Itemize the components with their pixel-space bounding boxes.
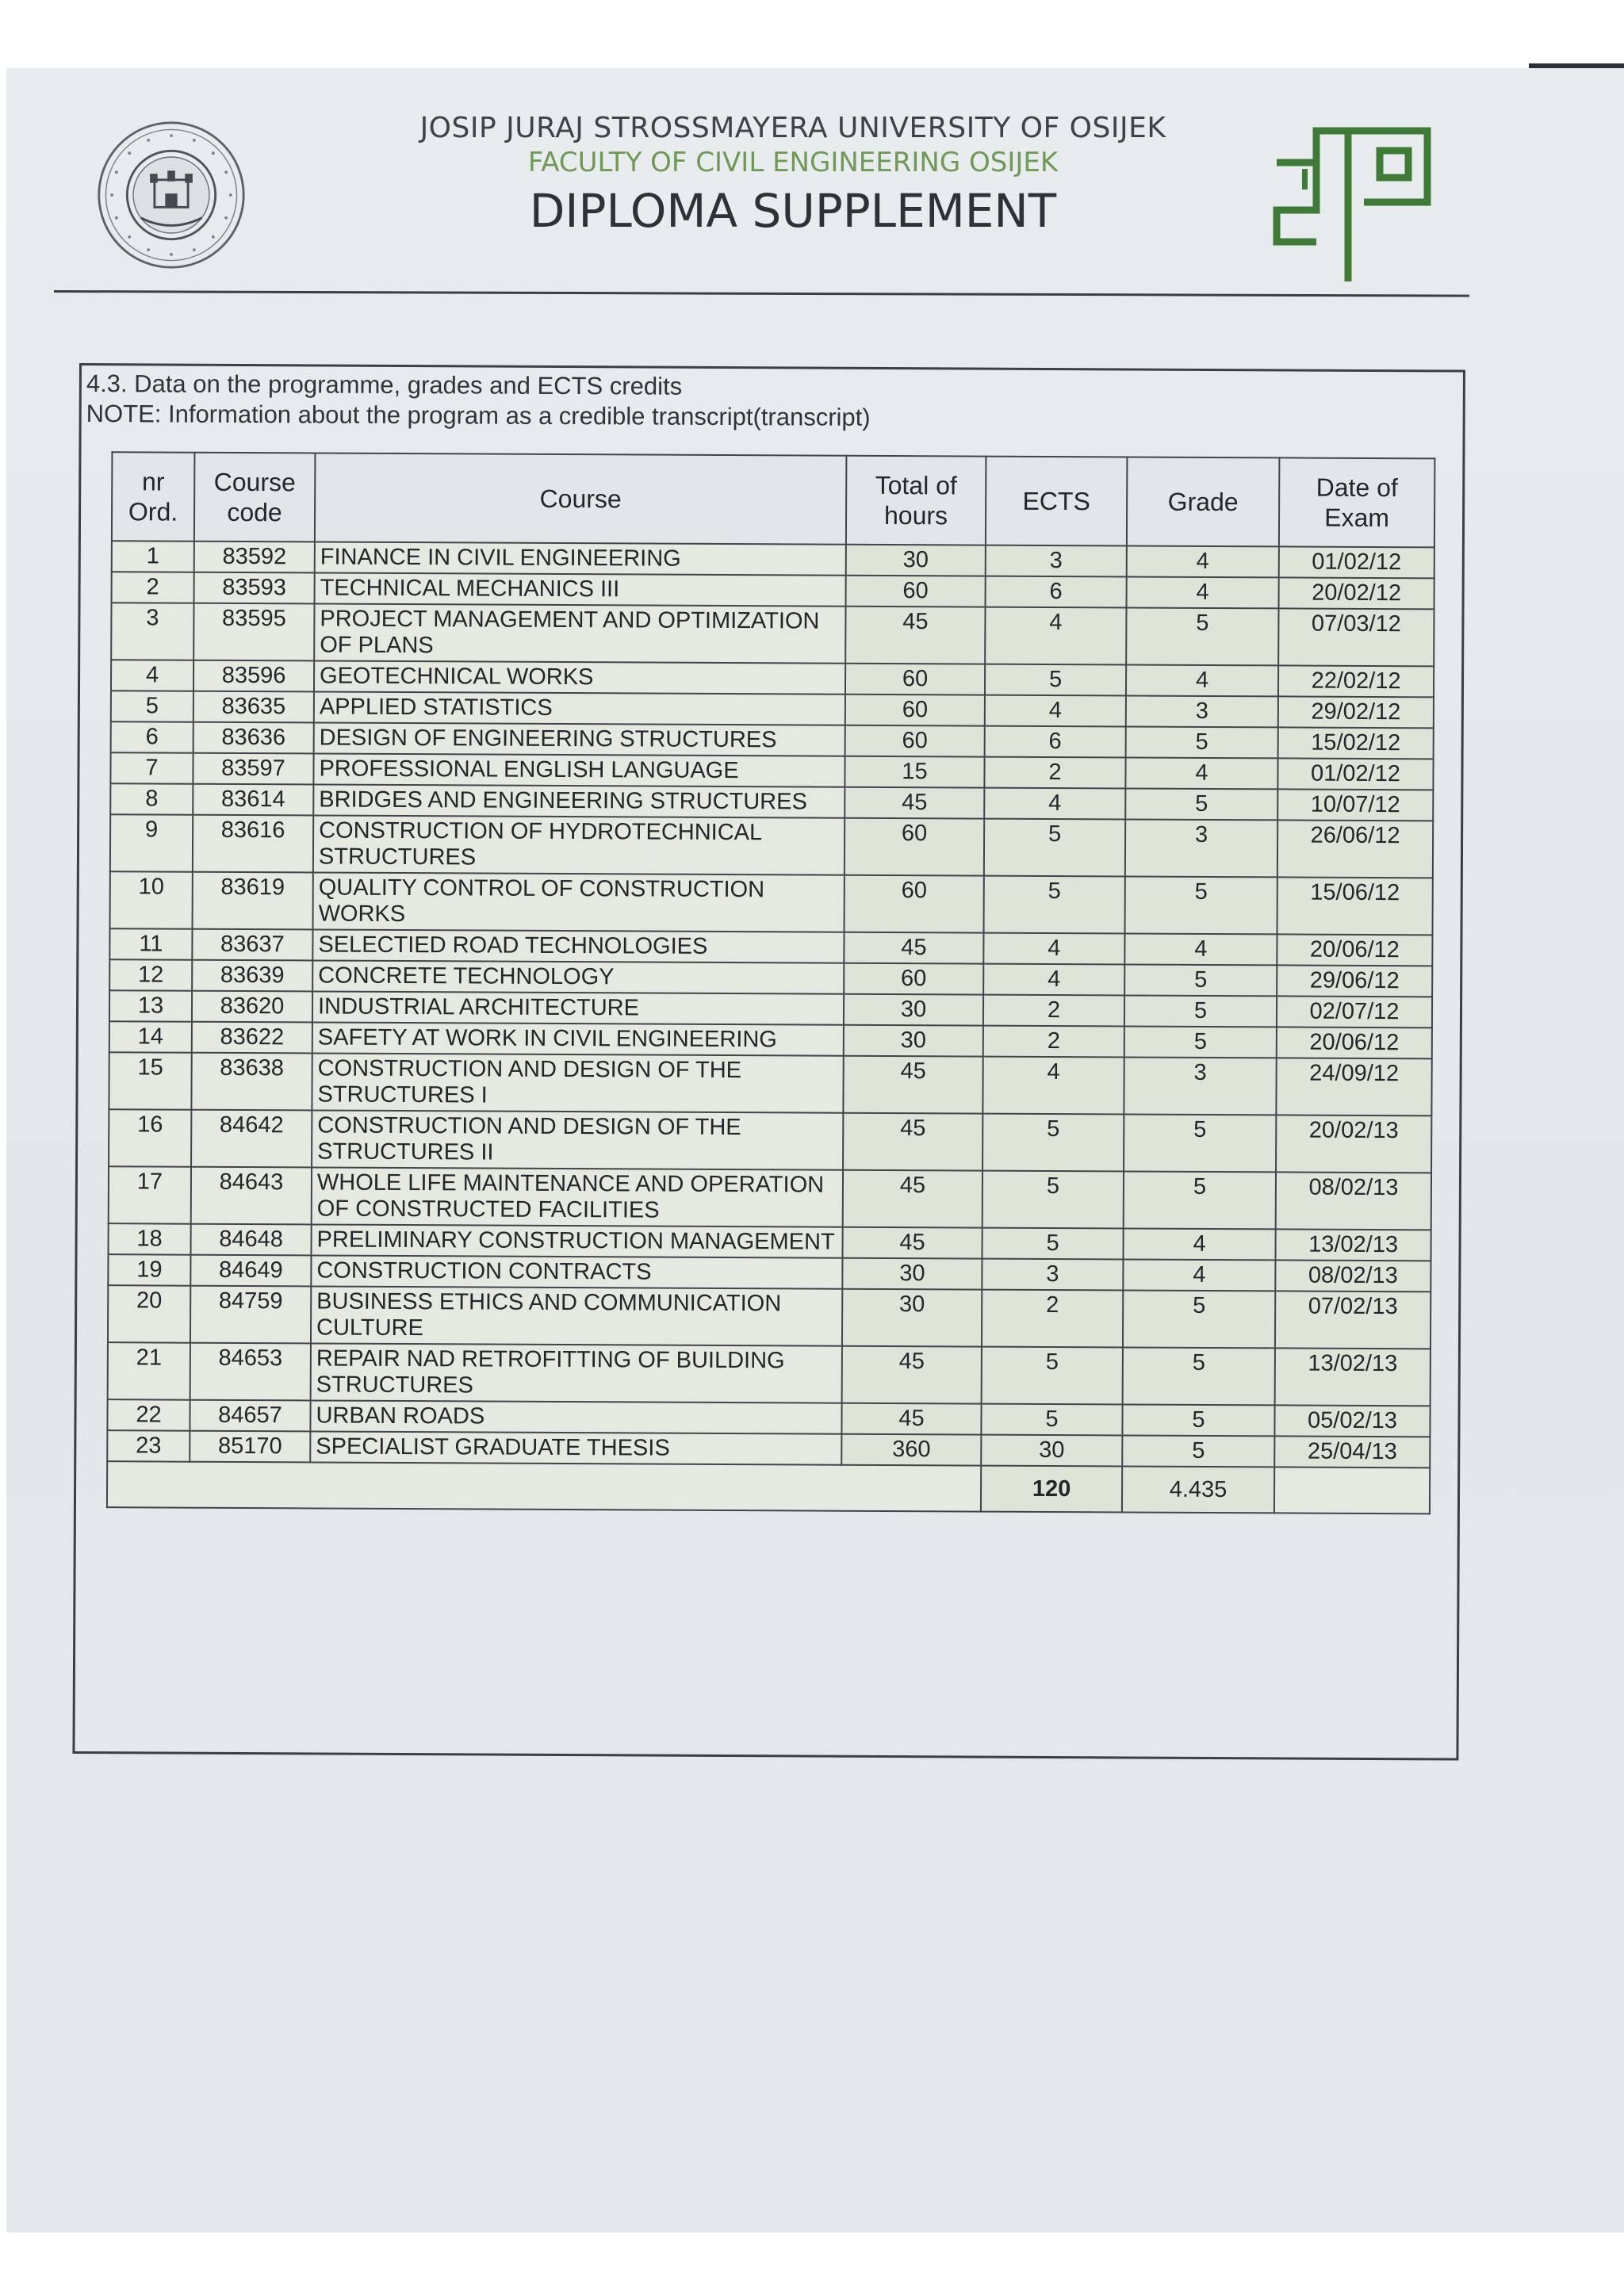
course-code: 83596 <box>193 660 314 692</box>
course-code: 83595 <box>193 603 314 661</box>
grade: 5 <box>1124 1114 1276 1172</box>
total-hours: 15 <box>845 756 984 788</box>
total-hours: 30 <box>844 994 983 1026</box>
course-name: BRIDGES AND ENGINEERING STRUCTURES <box>313 784 845 817</box>
course-name: PROJECT MANAGEMENT AND OPTIMIZATION OF PLANS <box>314 603 845 663</box>
total-hours: 60 <box>844 963 983 995</box>
course-code: 83619 <box>193 872 313 930</box>
course-code: 83597 <box>193 753 313 785</box>
course-code: 84649 <box>190 1255 311 1287</box>
exam-date: 15/06/12 <box>1277 877 1432 935</box>
exam-date: 01/02/12 <box>1277 758 1433 790</box>
grade: 4 <box>1126 664 1278 696</box>
exam-date: 08/02/13 <box>1276 1172 1431 1230</box>
row-number: 7 <box>110 752 193 784</box>
photo-background-top <box>0 0 1624 70</box>
ects-credits: 3 <box>982 1259 1123 1291</box>
exam-date: 20/06/12 <box>1277 1027 1432 1058</box>
course-code: 84648 <box>191 1224 312 1256</box>
section-intro <box>86 369 871 433</box>
exam-date: 08/02/13 <box>1275 1260 1431 1292</box>
course-name: CONCRETE TECHNOLOGY <box>312 960 844 993</box>
ects-credits: 6 <box>986 576 1127 608</box>
course-name: FINANCE IN CIVIL ENGINEERING <box>315 541 846 575</box>
course-name: CONSTRUCTION AND DESIGN OF THE STRUCTURES I <box>312 1053 843 1112</box>
total-hours: 30 <box>842 1289 982 1347</box>
course-code: 83592 <box>194 541 315 573</box>
document-title: DIPLOMA SUPPLEMENT <box>529 184 1057 238</box>
exam-date: 29/02/12 <box>1278 696 1434 728</box>
exam-date: 15/02/12 <box>1278 727 1434 759</box>
course-code: 83636 <box>193 722 314 754</box>
grade: 5 <box>1126 726 1278 758</box>
course-code: 84759 <box>190 1286 311 1344</box>
ects-credits: 4 <box>985 695 1126 727</box>
grade: 5 <box>1122 1404 1274 1436</box>
grade: 3 <box>1125 819 1277 877</box>
course-name: BUSINESS ETHICS AND COMMUNICATION CULTURE <box>311 1286 842 1345</box>
course-code: 83622 <box>192 1022 312 1054</box>
row-number: 2 <box>112 572 194 603</box>
total-hours: 45 <box>844 932 983 964</box>
ects-credits: 2 <box>983 1026 1124 1058</box>
course-code: 83616 <box>193 815 313 873</box>
ects-credits: 4 <box>982 1057 1124 1115</box>
exam-date: 13/02/13 <box>1275 1348 1431 1406</box>
column-header-date: Date of Exam <box>1279 457 1435 547</box>
course-name: APPLIED STATISTICS <box>314 691 845 725</box>
row-number: 20 <box>108 1285 190 1343</box>
section-heading: 4.3. Data on the programme, grades and ECTS credits <box>86 369 683 400</box>
ects-credits: 30 <box>981 1435 1122 1467</box>
course-code: 84643 <box>191 1167 312 1225</box>
grade: 5 <box>1124 1171 1276 1229</box>
exam-date: 20/02/13 <box>1276 1115 1431 1173</box>
course-name: SAFETY AT WORK IN CIVIL ENGINEERING <box>312 1022 844 1055</box>
ects-credits: 5 <box>982 1114 1124 1172</box>
exam-date: 07/02/13 <box>1275 1291 1431 1349</box>
ects-credits: 2 <box>984 757 1125 789</box>
row-number: 14 <box>109 1021 192 1053</box>
course-code: 83635 <box>193 691 314 723</box>
row-number: 21 <box>108 1342 190 1400</box>
course-code: 84653 <box>190 1343 311 1401</box>
total-hours: 45 <box>841 1403 981 1435</box>
exam-date: 24/09/12 <box>1276 1058 1431 1115</box>
ects-credits: 5 <box>982 1171 1124 1229</box>
total-ects: 120 <box>981 1466 1122 1513</box>
total-hours: 45 <box>845 787 984 819</box>
course-name: PRELIMINARY CONSTRUCTION MANAGEMENT <box>312 1224 843 1257</box>
grade: 4 <box>1127 576 1279 608</box>
total-hours: 45 <box>843 1170 982 1228</box>
total-hours: 45 <box>843 1113 982 1171</box>
table-row <box>109 1166 1431 1230</box>
total-hours: 30 <box>844 1025 983 1057</box>
exam-date: 20/06/12 <box>1277 934 1432 966</box>
course-name: TECHNICAL MECHANICS III <box>315 572 846 606</box>
row-number: 10 <box>110 871 193 929</box>
photo-background-bottom <box>0 2233 1624 2296</box>
total-hours: 45 <box>842 1346 982 1404</box>
row-number: 5 <box>111 691 193 722</box>
course-name: INDUSTRIAL ARCHITECTURE <box>312 991 844 1024</box>
table-row <box>111 603 1434 666</box>
ects-credits: 6 <box>985 726 1126 758</box>
row-number: 3 <box>111 603 193 660</box>
ects-credits: 4 <box>984 788 1125 820</box>
column-header-nr: nr Ord. <box>112 452 195 541</box>
exam-date: 29/06/12 <box>1277 965 1432 997</box>
ects-credits: 3 <box>986 545 1127 577</box>
grade: 5 <box>1126 607 1278 665</box>
exam-date: 05/02/13 <box>1274 1405 1430 1437</box>
course-name: REPAIR NAD RETROFITTING OF BUILDING STRUCTURES <box>311 1343 842 1402</box>
table-row <box>109 1109 1431 1173</box>
course-name: CONSTRUCTION OF HYDROTECHNICAL STRUCTURES <box>313 815 845 874</box>
table-header-row <box>112 452 1435 547</box>
table-row <box>108 1285 1431 1349</box>
table-row <box>110 814 1433 878</box>
grade: 5 <box>1123 1347 1275 1405</box>
faculty-logo-icon <box>1269 115 1443 289</box>
ects-credits: 5 <box>982 1347 1123 1405</box>
row-number: 13 <box>109 990 192 1022</box>
exam-date: 13/02/13 <box>1275 1229 1431 1261</box>
course-code: 83637 <box>192 929 312 961</box>
exam-date: 20/02/12 <box>1279 577 1434 609</box>
exam-date: 25/04/13 <box>1274 1436 1430 1468</box>
course-name: URBAN ROADS <box>310 1400 841 1433</box>
table-row <box>110 871 1433 935</box>
course-code: 85170 <box>190 1431 310 1463</box>
exam-date: 01/02/12 <box>1279 546 1434 578</box>
totals-spacer <box>107 1461 981 1511</box>
row-number: 1 <box>112 541 194 572</box>
total-hours: 60 <box>845 695 985 726</box>
course-code: 83593 <box>194 572 315 604</box>
section-note: NOTE: Information about the program as a credible transcript(transcript) <box>86 400 871 431</box>
course-name: QUALITY CONTROL OF CONSTRUCTION WORKS <box>313 872 845 932</box>
row-number: 9 <box>110 814 193 872</box>
row-number: 11 <box>109 928 192 960</box>
course-code: 84657 <box>190 1400 310 1432</box>
row-number: 19 <box>108 1254 190 1286</box>
course-name: CONSTRUCTION AND DESIGN OF THE STRUCTURES II <box>312 1110 843 1169</box>
ects-credits: 5 <box>985 664 1126 696</box>
row-number: 23 <box>107 1430 190 1462</box>
total-hours: 60 <box>845 725 985 757</box>
grade: 5 <box>1124 876 1277 934</box>
row-number: 17 <box>109 1166 191 1224</box>
total-hours: 360 <box>841 1434 981 1466</box>
ects-credits: 5 <box>982 1228 1123 1260</box>
course-code: 83614 <box>193 784 313 816</box>
row-number: 8 <box>110 783 193 815</box>
grade: 4 <box>1127 545 1279 577</box>
course-name: DESIGN OF ENGINEERING STRUCTURES <box>314 722 845 756</box>
column-header-grade: Grade <box>1127 457 1280 546</box>
column-header-course: Course <box>315 453 847 544</box>
exam-date: 07/03/12 <box>1278 608 1434 666</box>
row-number: 15 <box>109 1052 191 1110</box>
course-name: GEOTECHNICAL WORKS <box>314 660 845 694</box>
grade: 5 <box>1125 788 1277 820</box>
course-code: 83620 <box>192 991 312 1023</box>
course-name: WHOLE LIFE MAINTENANCE AND OPERATION OF CONSTRUCTED FACILITIES <box>312 1167 843 1226</box>
total-hours: 60 <box>846 576 986 607</box>
grade: 5 <box>1124 964 1277 996</box>
ects-credits: 5 <box>981 1404 1122 1436</box>
column-header-ects: ECTS <box>986 457 1128 546</box>
row-number: 18 <box>109 1223 191 1255</box>
grade: 5 <box>1122 1435 1274 1467</box>
exam-date: 02/07/12 <box>1277 996 1432 1027</box>
grade: 4 <box>1125 757 1277 789</box>
university-name: JOSIP JURAJ STROSSMAYERA UNIVERSITY OF OSIJEK <box>419 112 1166 144</box>
exam-date: 10/07/12 <box>1277 789 1433 821</box>
ects-credits: 4 <box>985 607 1126 665</box>
course-code: 84642 <box>191 1110 312 1168</box>
course-code: 83638 <box>191 1053 312 1111</box>
totals-row <box>107 1461 1430 1513</box>
column-header-code: Course code <box>194 453 316 542</box>
course-name: SPECIALIST GRADUATE THESIS <box>310 1431 841 1464</box>
row-number: 22 <box>107 1399 190 1431</box>
grades-table <box>106 451 1435 1514</box>
ects-credits: 4 <box>983 964 1124 996</box>
total-hours: 45 <box>842 1227 982 1259</box>
total-hours: 60 <box>845 664 985 695</box>
ects-credits: 5 <box>984 819 1125 877</box>
column-header-hours: Total of hours <box>846 456 986 545</box>
total-hours: 30 <box>846 545 986 576</box>
totals-date-blank <box>1274 1467 1430 1513</box>
course-name: SELECTIED ROAD TECHNOLOGIES <box>312 929 844 962</box>
course-name: PROFESSIONAL ENGLISH LANGUAGE <box>313 753 845 786</box>
ects-credits: 5 <box>984 876 1125 934</box>
grade: 5 <box>1124 1026 1277 1058</box>
ects-credits: 4 <box>983 933 1124 965</box>
row-number: 16 <box>109 1109 191 1167</box>
exam-date: 22/02/12 <box>1278 665 1434 697</box>
grade: 4 <box>1123 1259 1275 1291</box>
total-hours: 45 <box>843 1056 982 1114</box>
total-hours: 60 <box>845 818 984 876</box>
table-row <box>108 1342 1431 1406</box>
grade: 4 <box>1124 933 1277 965</box>
course-name: CONSTRUCTION CONTRACTS <box>311 1255 842 1288</box>
total-hours: 30 <box>842 1258 982 1290</box>
transcript-section <box>72 363 1465 1761</box>
grade: 3 <box>1126 695 1278 727</box>
table-row <box>109 1052 1431 1115</box>
grade: 3 <box>1124 1057 1276 1115</box>
grade: 5 <box>1124 995 1277 1027</box>
row-number: 4 <box>111 660 193 691</box>
document-header <box>357 111 1229 241</box>
university-seal-icon <box>95 119 247 271</box>
row-number: 12 <box>109 959 192 991</box>
row-number: 6 <box>111 721 193 753</box>
ects-credits: 2 <box>983 995 1124 1027</box>
total-hours: 60 <box>845 875 984 933</box>
grade: 4 <box>1123 1228 1275 1260</box>
grade: 5 <box>1123 1290 1275 1348</box>
exam-date: 26/06/12 <box>1277 820 1433 878</box>
ects-credits: 2 <box>982 1290 1123 1348</box>
total-hours: 45 <box>845 607 985 664</box>
faculty-name: FACULTY OF CIVIL ENGINEERING OSIJEK <box>527 147 1059 178</box>
average-grade: 4.435 <box>1122 1466 1274 1513</box>
course-code: 83639 <box>192 960 312 992</box>
